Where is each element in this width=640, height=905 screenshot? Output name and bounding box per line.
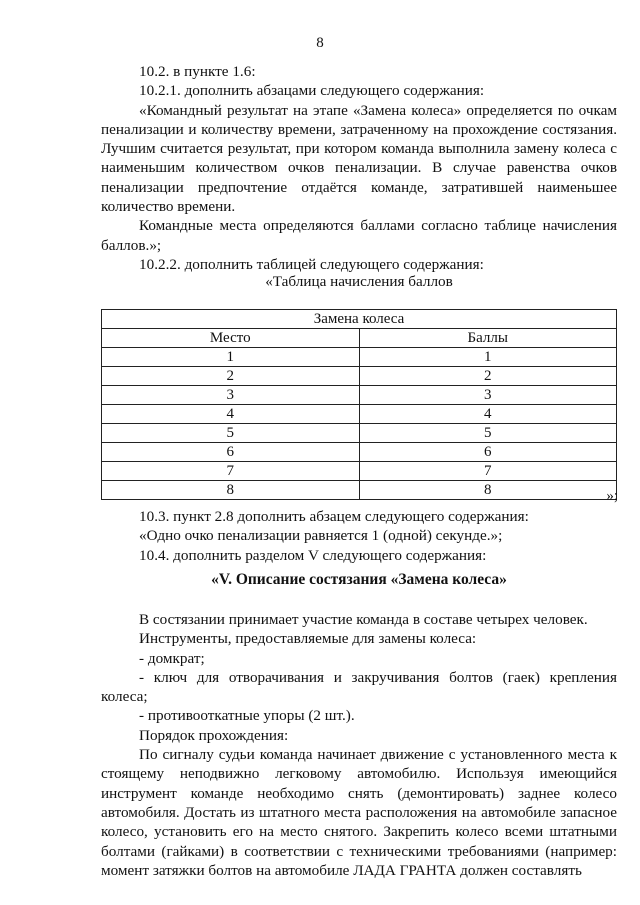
intro-text — [101, 62, 617, 274]
cell-place: 7 — [102, 462, 360, 481]
list-item-jack: - домкрат; — [139, 649, 205, 667]
cell-points: 7 — [359, 462, 617, 481]
cell-place: 8 — [102, 481, 360, 500]
table-header: Замена колеса — [102, 310, 617, 329]
table-column-headers — [102, 329, 617, 348]
paragraph-procedure-details: По сигналу судьи команда начинает движение с установленного места к стоящему неподвижно легковому автомобилю. Используя имеющийся инструмент команде необходимо снять (демонтировать) заднее колесо автомобиля. Достать из штатного места расположения на автомобиле запасное колесо, установить его на место снятого. Закрепить колесо всеми штатными болтами (гайками) в соответствии с техническими требованиями (например: момент затяжки болтов на автомобиле ЛАДА ГРАНТА должен составлять — [101, 746, 617, 879]
paragraph-procedure: Порядок прохождения: — [139, 726, 289, 744]
cell-points: 1 — [359, 348, 617, 367]
cell-points: 6 — [359, 443, 617, 462]
amendments-text — [101, 507, 617, 565]
paragraph-10-2: 10.2. в пункте 1.6: — [139, 63, 256, 80]
cell-points: 2 — [359, 367, 617, 386]
paragraph-penalty-point: «Одно очко пенализации равняется 1 (одной) секунде.»; — [139, 527, 503, 545]
table-row — [102, 405, 617, 424]
cell-place: 4 — [102, 405, 360, 424]
table-closing-quote: »; — [606, 488, 618, 504]
paragraph-team-places: Командные места определяются баллами согласно таблице начисления баллов.»; — [101, 217, 617, 254]
column-header-points: Баллы — [359, 329, 617, 348]
paragraph-10-3: 10.3. пункт 2.8 дополнить абзацем следующего содержания: — [139, 508, 529, 525]
cell-points: 3 — [359, 386, 617, 405]
cell-place: 6 — [102, 443, 360, 462]
table-title: «Таблица начисления баллов — [265, 273, 453, 290]
paragraph-10-2-2: 10.2.2. дополнить таблицей следующего содержания: — [139, 255, 484, 273]
paragraph-10-4: 10.4. дополнить разделом V следующего содержания: — [139, 546, 487, 564]
section-body — [101, 610, 617, 880]
table-row — [102, 481, 617, 500]
cell-points: 8 — [359, 481, 617, 500]
table-row — [102, 386, 617, 405]
paragraph-participants: В состязании принимает участие команда в составе четырех человек. — [139, 611, 588, 628]
cell-points: 5 — [359, 424, 617, 443]
list-item-chocks: - противооткатные упоры (2 шт.). — [139, 707, 355, 725]
column-header-place: Место — [102, 329, 360, 348]
cell-place: 2 — [102, 367, 360, 386]
table-row — [102, 348, 617, 367]
paragraph-team-result: «Командный результат на этапе «Замена колеса» определяется по очкам пенализации и количеству времени, затраченному на прохождение состязания. Лучшим считается результат, при котором команда выполнила замену колеса с наименьшим количеством очков пенализации. В случае равенства очков пенализации предпочтение отдаётся команде, затратившей наименьшее количество времени. — [101, 101, 617, 216]
table-row — [102, 367, 617, 386]
table-header-row — [102, 310, 617, 329]
cell-points: 4 — [359, 405, 617, 424]
paragraph-10-2-1: 10.2.1. дополнить абзацами следующего содержания: — [139, 82, 485, 100]
cell-place: 5 — [102, 424, 360, 443]
table-row — [102, 462, 617, 481]
list-item-wrench: - ключ для отворачивания и закручивания болтов (гаек) крепления колеса; — [101, 668, 617, 706]
section-title: «V. Описание состязания «Замена колеса» — [211, 571, 507, 588]
table-row — [102, 424, 617, 443]
cell-place: 3 — [102, 386, 360, 405]
table-row — [102, 443, 617, 462]
page-number: 8 — [316, 35, 324, 51]
scores-table — [101, 309, 617, 500]
paragraph-tools: Инструменты, предоставляемые для замены колеса: — [139, 630, 477, 648]
cell-place: 1 — [102, 348, 360, 367]
